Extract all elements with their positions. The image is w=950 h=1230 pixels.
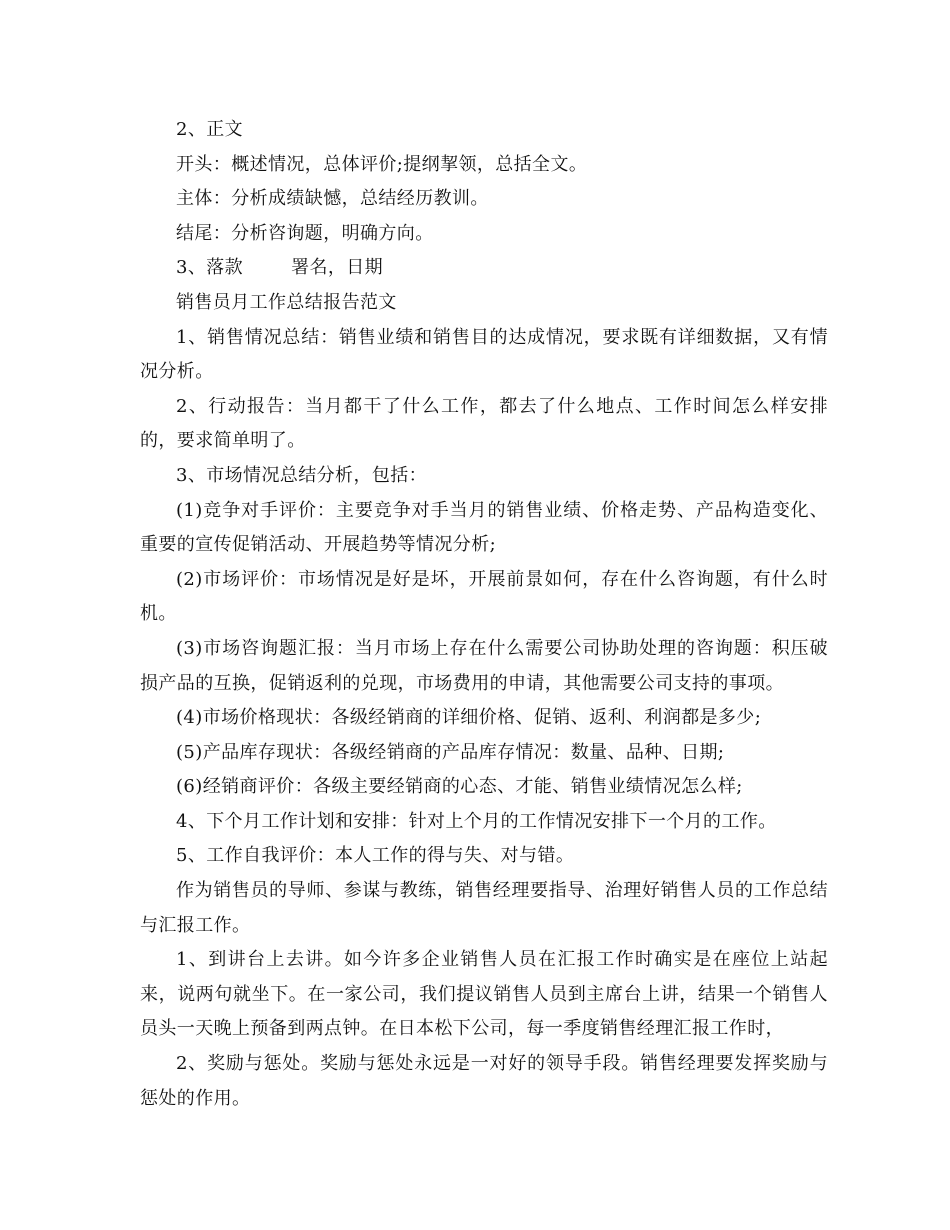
paragraph: 1、销售情况总结：销售业绩和销售目的达成情况，要求既有详细数据，又有情况分析。 — [140, 326, 828, 383]
paragraph: (1)竞争对手评价：主要竞争对手当月的销售业绩、价格走势、产品构造变化、重要的宣传促销活动、开展趋势等情况分析; — [140, 499, 828, 556]
section-heading-signature — [140, 251, 828, 286]
paragraph: (2)市场评价：市场情况是好是坏，开展前景如何，存在什么咨询题，有什么时机。 — [140, 568, 828, 625]
paragraph: 2、奖励与惩处。奖励与惩处永远是一对好的领导手段。销售经理要发挥奖励与惩处的作用。 — [140, 1053, 828, 1109]
paragraph: (3)市场咨询题汇报：当月市场上存在什么需要公司协助处理的咨询题：积压破损产品的互换，促销返利的兑现，市场费用的申请，其他需要公司支持的事项。 — [140, 637, 828, 694]
paragraph: (5)产品库存现状：各级经销商的产品库存情况：数量、品种、日期; — [176, 741, 725, 763]
article-title: 销售员月工作总结报告范文 — [176, 291, 397, 313]
signature-value: 署名，日期 — [291, 257, 384, 279]
paragraph: 结尾：分析咨询题，明确方向。 — [176, 222, 434, 244]
paragraph: 1、到讲台上去讲。如今许多企业销售人员在汇报工作时确实是在座位上站起来，说两句就坐下。在一家公司，我们提议销售人员到主席台上讲，结果一个销售人员头一天晚上预备到两点钟。在日本松下公司，每一季度销售经理汇报工作时， — [140, 949, 828, 1040]
paragraph: 作为销售员的导师、参谋与教练，销售经理要指导、治理好销售人员的工作总结与汇报工作。 — [140, 880, 828, 936]
section-heading-body: 2、正文 — [176, 119, 244, 140]
paragraph: 主体：分析成绩缺憾，总结经历教训。 — [176, 188, 489, 210]
paragraph: (6)经销商评价：各级主要经销商的心态、才能、销售业绩情况怎么样; — [176, 776, 743, 798]
paragraph: (4)市场价格现状：各级经销商的详细价格、促销、返利、利润都是多少; — [176, 707, 762, 729]
paragraph: 开头：概述情况，总体评价;提纲挈领，总括全文。 — [176, 153, 588, 175]
paragraph: 5、工作自我评价：本人工作的得与失、对与错。 — [176, 845, 575, 867]
document-body — [140, 113, 828, 1116]
paragraph: 3、市场情况总结分析，包括： — [176, 464, 428, 486]
signature-label: 3、落款 — [176, 257, 244, 279]
paragraph: 2、行动报告：当月都干了什么工作，都去了什么地点、工作时间怎么样安排的，要求简单明了。 — [140, 395, 828, 452]
paragraph: 4、下个月工作计划和安排：针对上个月的工作情况安排下一个月的工作。 — [176, 810, 777, 832]
